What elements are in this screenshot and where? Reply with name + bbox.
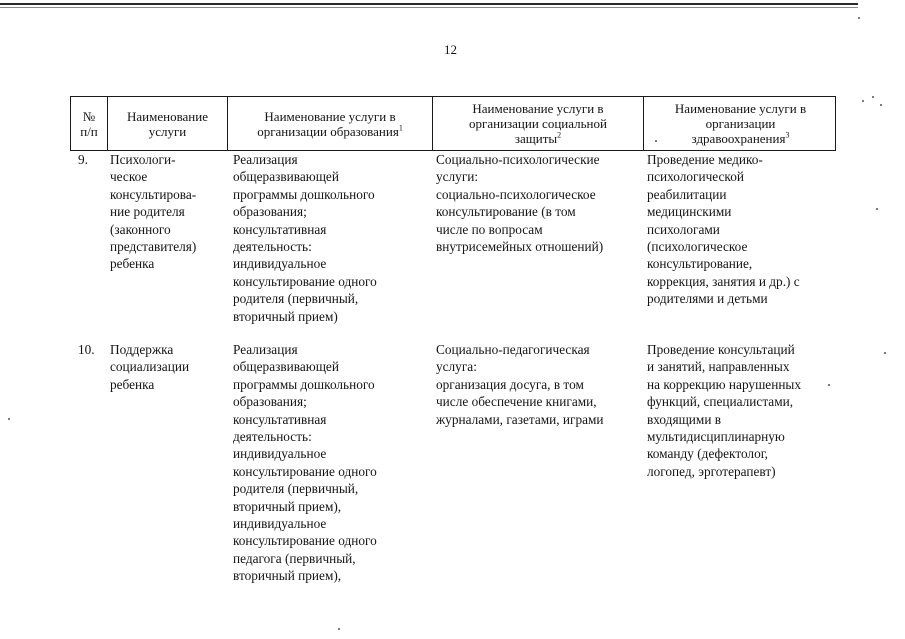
service-name: Психологи- ческое консультирова- ние родителя (законного представителя) ребенка: [110, 152, 197, 272]
footnote-mark: 1: [398, 123, 403, 133]
scan-speck: [828, 384, 830, 386]
header-social-text: [469, 101, 607, 146]
top-rule: [0, 3, 858, 5]
health-service: Проведение консультаций и занятий, направленных на коррекцию нарушенных функций, специалистами, входящими в мультидисциплинарную команду (дефектолог, логопед, эрготерапевт): [647, 342, 802, 479]
scan-speck: [872, 96, 874, 98]
health-service: Проведение медико- психологической реабилитации медицинскими психологами (психологическое консультирование, коррекция, занятия и др.) с родителями и детьми: [647, 152, 800, 307]
row-number: 9.: [78, 152, 88, 167]
social-service: Социально-психологические услуги: социально-психологическое консультирование (в том числе по вопросам внутрисемейных отношений): [436, 152, 604, 255]
header-service-name: [108, 97, 227, 150]
social-service: Социально-педагогическая услуга: организация досуга, в том числе обеспечение книгами, журналами, газетами, играми: [436, 342, 604, 427]
scan-speck: [858, 17, 860, 19]
scan-speck: [8, 418, 10, 420]
header-education: [228, 97, 432, 150]
table-header: [70, 96, 836, 151]
page-number: 12: [444, 42, 457, 57]
footnote-mark: 3: [785, 130, 790, 140]
scan-speck: [655, 140, 657, 142]
header-service-name-text: Наименование услуги: [127, 108, 208, 139]
header-health: [644, 97, 837, 150]
service-name: Поддержка социализации ребенка: [110, 342, 190, 392]
scan-speck: [876, 208, 878, 210]
header-health-label: Наименование услуги в организации здравоохранения: [674, 101, 807, 146]
header-education-text: [257, 109, 403, 139]
education-service: Реализация общеразвивающей программы дошкольного образования; консультативная деятельность: индивидуальное консультирование одного родителя (первичный, вторичный прием): [233, 152, 377, 324]
header-health-text: [675, 101, 806, 146]
header-number: [71, 97, 107, 150]
scan-speck: [338, 628, 340, 630]
header-social-label: Наименование услуги в организации социальной защиты: [469, 101, 607, 146]
services-table: [70, 96, 836, 601]
scan-speck: [880, 104, 882, 106]
table-row: [70, 341, 836, 601]
footnote-mark: 2: [557, 130, 562, 140]
table-row: [70, 151, 836, 341]
row-number: 10.: [78, 342, 95, 357]
top-rule-thin: [0, 7, 858, 8]
header-social: [433, 97, 643, 150]
scan-speck: [884, 352, 886, 354]
header-number-text: № п/п: [80, 108, 98, 139]
education-service: Реализация общеразвивающей программы дошкольного образования; консультативная деятельность: индивидуальное консультирование одного родителя (первичный, вторичный прием), индивидуальное консультирование одного педагога (первичный, вторичный прием),: [233, 342, 377, 584]
scan-speck: [862, 100, 864, 102]
header-education-label: Наименование услуги в организации образования: [257, 108, 399, 139]
